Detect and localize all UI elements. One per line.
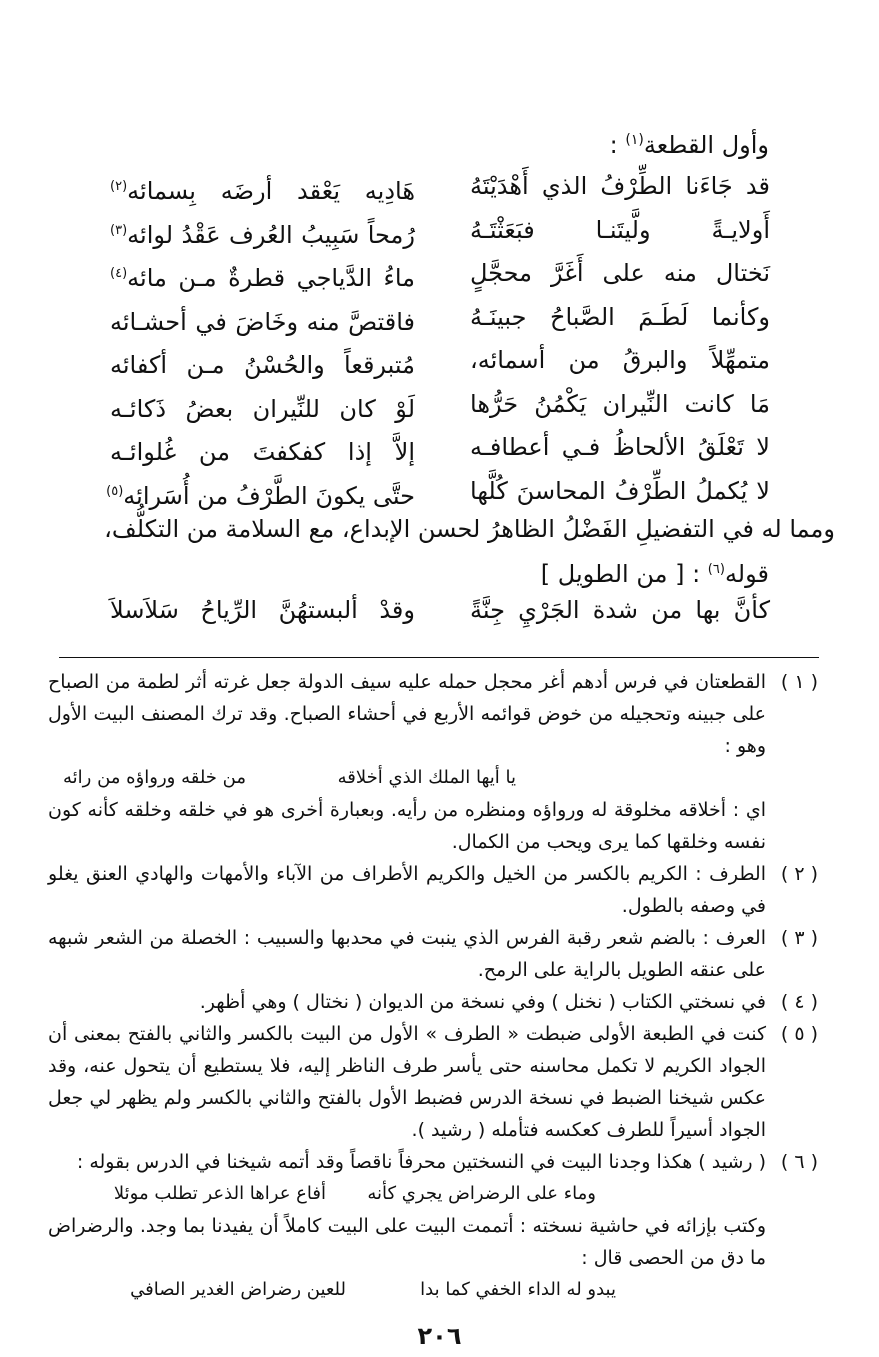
footnote-number: ( ١ ) [780,671,818,693]
poem-verse [110,426,770,470]
poem-verse [110,296,770,340]
first-hemistich: لا يُكملُ الطِّرْفُ المحاسنَ كُلَّها [470,476,770,505]
second-hemistich: حتَّى يكونَ الطَّرْفُ من أُسَرائه$^{(٥)}$ [106,481,415,510]
first-hemistich: لا تَعْلَقُ الألحاظُ فـي أعطافـه [470,433,770,461]
poem-verse [106,470,770,514]
second-hemistich: مُتبرقعاً والحُسْنُ مـن أكفائه [110,351,415,379]
poem-verse [110,165,770,209]
second-hemistich: لَوْ كان للنِّيران بعضُ ذَكائـه [110,394,415,423]
first-hemistich: مَا كانت النِّيران يَكْمُنُ حَرُّها [470,389,770,418]
first-hemistich: كأنَّ بها من شدة الجَرْيِ جِنَّةً [470,596,770,624]
first-hemistich: يا أيها الملك الذي أخلاقه [337,767,516,788]
poem [106,165,770,513]
second-hemistich: فاقتصَّ منه وخَاضَ في أحشـائه [110,307,415,336]
footnote-text: الطرف : الكريم بالكسر من الخيل والكريم الأطراف من الآباء والأمهات والهادي العنق يغلو في وصفه بالطول. [48,863,766,917]
poem-verse [110,339,770,383]
footnotes [48,666,818,1306]
footnote-text: القطعتان في فرس أدهم أغر محجل حمله عليه سيف الدولة جعل غرته أثر لطمة من الصباح على جبينه وتحجيله من خوض قوائمه الأربع في أحشاء الصباح. وقد ترك المصنف البيت الأول وهو : [48,671,766,757]
second-hemistich: هَادِيه يَعْقد أرضَه بِسمائه$^{(٢)}$ [110,177,415,205]
footnote-3 [48,922,818,986]
quote-intro [541,552,769,592]
footnote-number: ( ٣ ) [780,927,818,949]
first-hemistich: متمهِّلاً والبرقُ من أسمائه، [470,346,770,374]
quoted-verse [110,588,770,632]
footnote-4 [48,986,818,1018]
footnote-verse [48,1274,766,1306]
footnote-number: ( ٤ ) [780,991,818,1013]
footnote-ref: (٢) [110,179,128,194]
footnote-verse [48,1178,766,1210]
first-hemistich: أَولايـةً ولَّيتَنـا فبَعَثْتَـهُ [470,215,770,244]
first-hemistich: يبدو له الداء الخفي كما بدا [420,1279,616,1300]
footnote-text: ( رشيد ) هكذا وجدنا البيت في النسختين محرفاً ناقصاً وقد أتمه شيخنا في الدرس بقوله : [76,1151,766,1173]
footnote-continuation: وكتب بإزائه في حاشية نسخته : أتممت البيت على البيت كاملاً أن يفيدنا بما وجد. والرضراض ما دق من الحصى قال : [48,1215,766,1269]
first-hemistich: وكأنما لَطَـمَ الصَّباحُ جبينَـهُ [470,302,770,331]
footnote-text: كنت في الطبعة الأولى ضبطت « الطرف » الأول من البيت بالكسر والثاني بالفتح بمعنى أن الجواد الكريم لا تكمل محاسنه حتى يأسر طرف الناظر إليه، فلا يستطيع أن يتحول عنه، وقد عكس شيخنا الضبط في نسخة الدرس فضبط الأول بالفتح والثاني بالكسر ولم يظهر لي جعل الجواد أسيراً للطرف كعكسه فتأمله ( رشيد ). [48,1023,766,1141]
meter-label: : [ من الطويل ] [540,560,701,588]
second-hemistich: ماءُ الدَّياجي قطرةٌ مـن مائه$^{(٤)}$ [110,264,415,292]
footnote-2 [48,858,818,922]
footnote-5 [48,1018,818,1146]
footnote-number: ( ٢ ) [780,863,818,885]
footnote-1 [48,666,818,858]
footnote-ref-6: (٦) [707,562,725,577]
footnote-divider [59,657,819,658]
first-hemistich: وماء على الرضراض يجري كأنه [367,1183,596,1204]
poem-verse [110,252,770,296]
second-hemistich: إلاَّ إذا كفكفتَ من غُلوائـه [110,438,415,466]
page-number: ٢٠٦ [417,1322,462,1350]
footnote-number: ( ٥ ) [780,1023,818,1045]
footnote-text: العرف : بالضم شعر رقبة الفرس الذي ينبت في محدبها والسبيب : الخصلة من الشعر شبهه على عنقه الطويل بالراية على الرمح. [48,927,766,981]
second-hemistich: وقدْ ألبستهُنَّ الرِّياحُ سَلاَسلاَ [110,596,415,624]
second-hemistich: من خلقه ورواؤه من رائه [63,767,246,788]
footnote-continuation: اي : أخلاقه مخلوقة له ورواؤه ومنظره من رأيه. وبعبارة أخرى هو في خلقه وخلقه كأنه كون نفسه وخلقها كما يرى ويحب من الكمال. [48,799,766,853]
footnote-ref: (٥) [106,483,124,499]
poem-verse [110,383,770,427]
footnote-6 [48,1146,818,1306]
footnote-verse [48,762,766,794]
intro-colon: : [609,131,618,159]
passage-intro [610,120,769,165]
intro-text: وأول القطعة [643,131,769,159]
poem-verse [110,209,770,253]
footnote-ref-1: (١) [625,132,644,148]
first-hemistich: قد جَاءَنا الطِّرْفُ الذي أَهْدَيْتَهُ [470,172,770,200]
prose-paragraph: ومما له في التفضيلِ الفَضْلُ الظاهرُ لحسن الإبداع، مع السلامة من التكلُّف، [104,515,835,543]
footnote-number: ( ٦ ) [780,1151,818,1173]
footnote-text: في نسختي الكتاب ( نخنل ) وفي نسخة من الديوان ( نختال ) وهي أظهر. [199,991,766,1013]
first-hemistich: نَختال منه على أَغَرَّ محجَّلٍ [470,259,770,287]
footnote-ref: (٣) [110,222,128,238]
quote-intro-text: قوله [724,560,769,588]
footnote-ref: (٤) [110,266,128,281]
second-hemistich: رُمحاً سَبِيبُ العُرف عَقْدُ لوائه$^{(٣)}$ [110,220,415,249]
second-hemistich: للعين رضراض الغدير الصافي [130,1279,346,1300]
second-hemistich: أفاع عراها الذعر تطلب موئلا [113,1183,326,1204]
